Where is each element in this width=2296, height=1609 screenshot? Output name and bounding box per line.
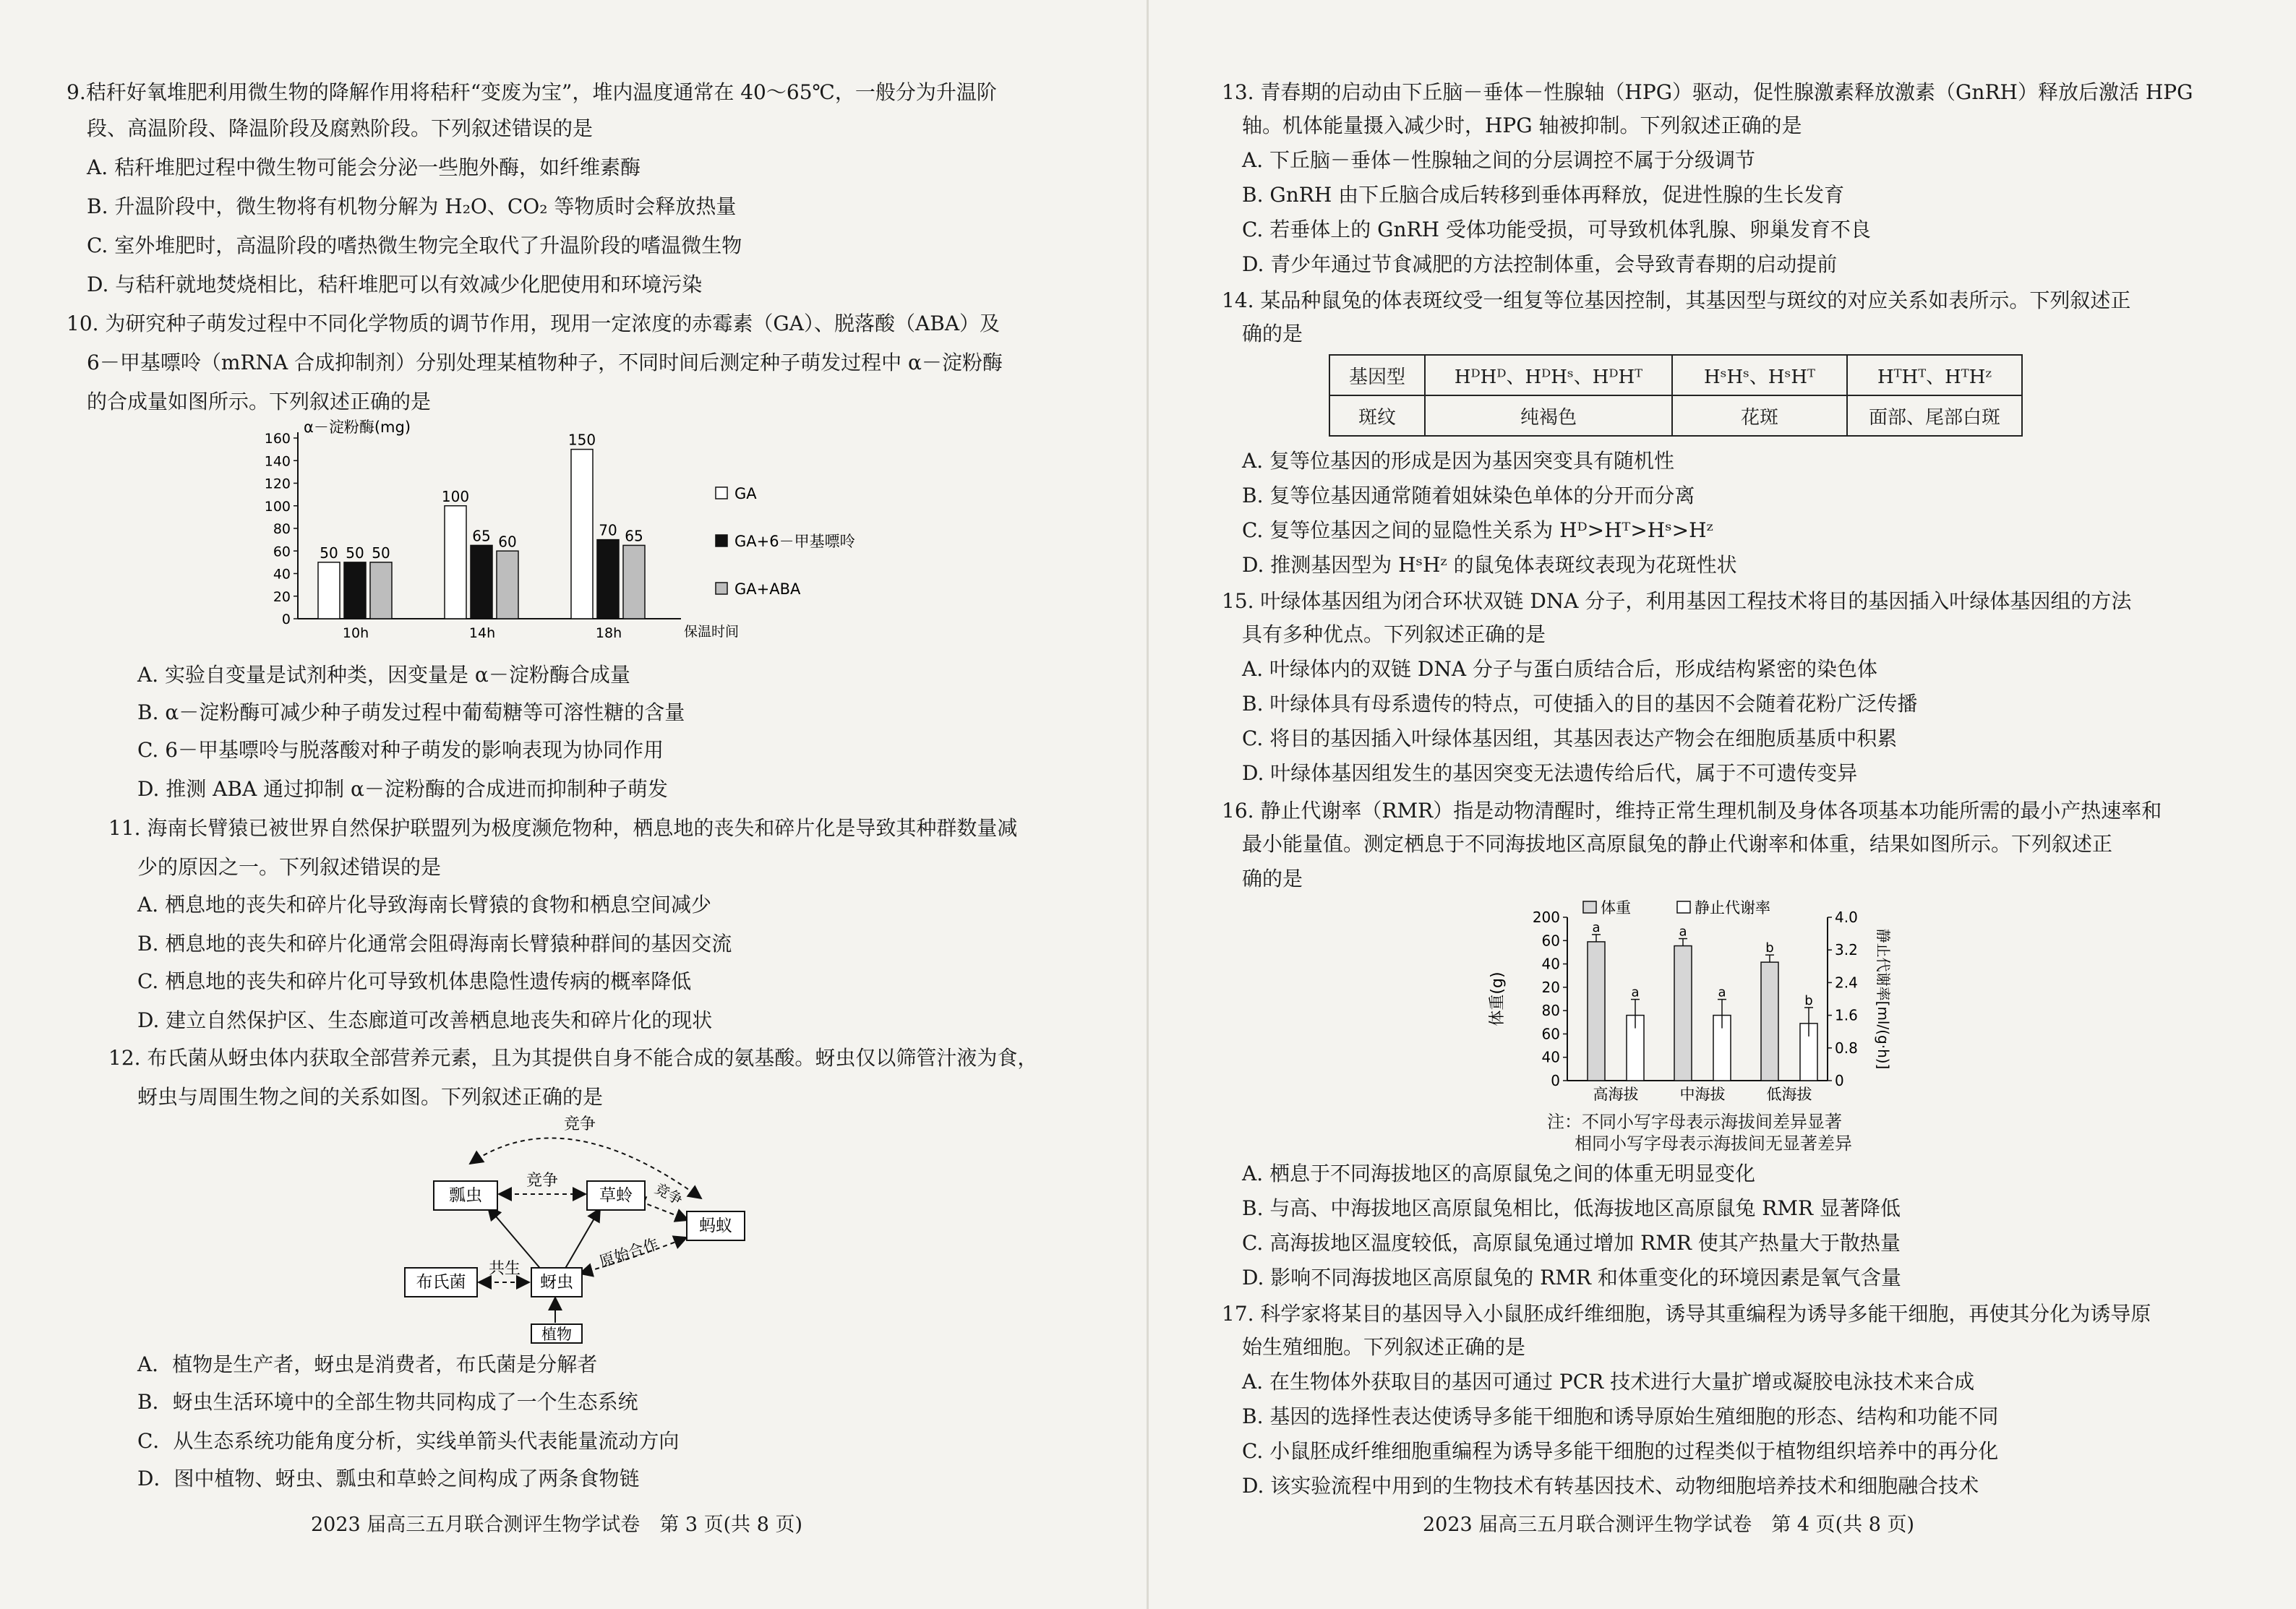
q14-genotype-table — [1329, 354, 2023, 437]
q16-option-d: D. 影响不同海拔地区高原鼠兔的 RMR 和体重变化的环境因素是氧气含量 — [1242, 1266, 1901, 1290]
y-tick-label-left: 60 — [1541, 932, 1560, 950]
significance-letter: a — [1679, 924, 1687, 940]
q11-option-c: C. 栖息地的丧失和碎片化可导致机体患隐性遗传病的概率降低 — [137, 969, 692, 993]
significance-letter: a — [1631, 984, 1640, 1000]
q13-option-a: A. 下丘脑－垂体－性腺轴之间的分层调控不属于分级调节 — [1242, 148, 1756, 172]
q12-option-d: D．图中植物、蚜虫、瓢虫和草蛉之间构成了两条食物链 — [137, 1467, 640, 1490]
q17-stem-line2: 始生殖细胞。下列叙述正确的是 — [1242, 1335, 1526, 1359]
node-bushijun: 布氏菌 — [416, 1273, 466, 1292]
y-tick-label-right: 1.6 — [1835, 1006, 1858, 1024]
q15-stem-line1: 15. 叶绿体基因组为闭合环状双链 DNA 分子，利用基因工程技术将目的基因插入叶绿体基因组的方法 — [1222, 589, 2132, 613]
q17-stem-line1: 17. 科学家将某目的基因导入小鼠胚成纤维细胞，诱导其重编程为诱导多能干细胞，再使其分化为诱导原 — [1222, 1302, 2151, 1326]
q15-option-a: A. 叶绿体内的双链 DNA 分子与蛋白质结合后，形成结构紧密的染色体 — [1242, 657, 1877, 681]
bar-body-weight — [1588, 942, 1605, 1081]
label-competition-right: 竞争 — [651, 1179, 686, 1209]
bar — [370, 562, 392, 619]
data-label: 65 — [625, 527, 643, 545]
q12-stem-line1: 12. 布氏菌从蚜虫体内获取全部营养元素，且为其提供自身不能合成的氨基酸。蚜虫仅以筛管汁液为食， — [108, 1046, 1038, 1070]
q16-bar-chart — [1466, 900, 1914, 1117]
legend-label: GA+ABA — [734, 580, 801, 598]
bar-body-weight — [1674, 946, 1692, 1081]
y-tick-label-right: 2.4 — [1835, 974, 1858, 992]
q14-stem-line2: 确的是 — [1242, 322, 1303, 346]
label-competition-top: 竞争 — [563, 1115, 596, 1133]
q12-option-a: A．植物是生产者，蚜虫是消费者，布氏菌是分解者 — [137, 1352, 598, 1376]
q14-stem-line1: 14. 某品种鼠兔的体表斑纹受一组复等位基因控制，其基因型与斑纹的对应关系如表所示。下列叙述正 — [1222, 288, 2131, 312]
x-tick-label: 低海拔 — [1766, 1086, 1812, 1103]
q12-food-web-diagram — [390, 1113, 752, 1344]
q13-option-c: C. 若垂体上的 GnRH 受体功能受损，可导致机体乳腺、卵巢发育不良 — [1242, 218, 1871, 241]
q15-option-d: D. 叶绿体基因组发生的基因突变无法遗传给后代，属于不可遗传变异 — [1242, 761, 1858, 785]
y-tick-label-left: 40 — [1541, 1048, 1560, 1066]
q10-stem-line1: 10. 为研究种子萌发过程中不同化学物质的调节作用，现用一定浓度的赤霉素（GA）、脱落酸（ABA）及 — [67, 312, 1001, 335]
table-cell: 基因型 — [1329, 355, 1425, 395]
table-cell: 纯褐色 — [1425, 395, 1672, 436]
q16-option-b: B. 与高、中海拔地区高原鼠兔相比，低海拔地区高原鼠兔 RMR 显著降低 — [1242, 1196, 1901, 1220]
y-axis-label-left: 体重(g) — [1488, 971, 1507, 1026]
q12-option-c: C．从生态系统功能角度分析，实线单箭头代表能量流动方向 — [137, 1429, 680, 1453]
y-tick-label-left: 40 — [1541, 955, 1560, 973]
y-tick-label: 160 — [264, 431, 291, 447]
legend-label: 体重 — [1601, 900, 1631, 917]
data-label: 65 — [472, 527, 491, 545]
significance-letter: b — [1765, 940, 1774, 956]
table-cell: HᵀHᵀ、HᵀHᶻ — [1847, 355, 2022, 395]
q10-option-d: D. 推测 ABA 通过抑制 α－淀粉酶的合成进而抑制种子萌发 — [137, 777, 668, 801]
node-yachong: 蚜虫 — [540, 1273, 573, 1292]
q16-option-c: C. 高海拔地区温度较低，高原鼠兔通过增加 RMR 使其产热量大于散热量 — [1242, 1231, 1901, 1255]
q17-option-c: C. 小鼠胚成纤维细胞重编程为诱导多能干细胞的过程类似于植物组织培养中的再分化 — [1242, 1439, 1999, 1463]
legend-swatch — [716, 535, 727, 546]
q16-stem-line2: 最小能量值。测定栖息于不同海拔地区高原鼠兔的静止代谢率和体重，结果如图所示。下列叙述正 — [1242, 832, 2113, 856]
q16-option-a: A. 栖息于不同海拔地区的高原鼠兔之间的体重无明显变化 — [1242, 1162, 1756, 1185]
y-tick-label-left: 20 — [1541, 978, 1560, 996]
y-tick-label-left: 60 — [1541, 1025, 1560, 1043]
q13-option-d: D. 青少年通过节食减肥的方法控制体重，会导致青春期的启动提前 — [1242, 252, 1838, 276]
q14-option-b: B. 复等位基因通常随着姐妹染色单体的分开而分离 — [1242, 484, 1695, 507]
y-tick-label-right: 0.8 — [1835, 1039, 1858, 1057]
node-mayi: 蚂蚁 — [699, 1217, 732, 1235]
y-tick-label-right: 4.0 — [1835, 909, 1858, 926]
q9-stem-line1: 9.秸秆好氧堆肥利用微生物的降解作用将秸秆“变废为宝”，堆内温度通常在 40～65℃，一般分为升温阶 — [67, 80, 997, 104]
x-axis-label: 保温时间 — [684, 624, 740, 640]
node-piaochong: 瓢虫 — [449, 1186, 482, 1205]
q9-option-b: B. 升温阶段中，微生物将有机物分解为 H₂O、CO₂ 等物质时会释放热量 — [87, 194, 737, 218]
q9-option-a: A. 秸秆堆肥过程中微生物可能会分泌一些胞外酶，如纤维素酶 — [87, 155, 641, 179]
legend-label: GA+6－甲基嘌呤 — [734, 533, 855, 550]
y-axis-label-right: 静止代谢率[ml/(g·h)] — [1875, 928, 1892, 1070]
bar — [497, 551, 518, 619]
bar — [597, 540, 619, 619]
x-tick-label: 14h — [468, 625, 496, 641]
x-tick-label: 10h — [342, 625, 369, 641]
bar — [344, 562, 366, 619]
q9-option-d: D. 与秸秆就地焚烧相比，秸秆堆肥可以有效减少化肥使用和环境污染 — [87, 273, 703, 296]
page-footer-right: 2023 届高三五月联合测评生物学试卷 第 4 页(共 8 页) — [1423, 1514, 1915, 1536]
y-tick-label: 140 — [264, 453, 291, 470]
data-label: 100 — [441, 487, 470, 505]
bar — [445, 506, 466, 619]
q11-option-a: A. 栖息地的丧失和碎片化导致海南长臂猿的食物和栖息空间减少 — [137, 893, 712, 917]
q10-bar-chart — [246, 419, 896, 658]
significance-letter: b — [1804, 992, 1813, 1008]
legend-swatch — [716, 583, 727, 594]
data-label: 70 — [599, 521, 617, 539]
q15-option-c: C. 将目的基因插入叶绿体基因组，其基因表达产物会在细胞质基质中积累 — [1242, 726, 1898, 750]
q17-option-b: B. 基因的选择性表达使诱导多能干细胞和诱导原始生殖细胞的形态、结构和功能不同 — [1242, 1404, 1999, 1428]
q10-stem-line2: 6－甲基嘌呤（mRNA 合成抑制剂）分别处理某植物种子，不同时间后测定种子萌发过程中 α－淀粉酶 — [87, 351, 1003, 374]
table-cell: 面部、尾部白斑 — [1847, 395, 2022, 436]
bar — [471, 545, 492, 619]
table-row — [1329, 355, 2022, 395]
q15-option-b: B. 叶绿体具有母系遗传的特点，可使插入的目的基因不会随着花粉广泛传播 — [1242, 692, 1918, 716]
significance-letter: a — [1592, 919, 1601, 935]
q12-stem-line2: 蚜虫与周围生物之间的关系如图。下列叙述正确的是 — [137, 1085, 604, 1109]
q16-stem-line1: 16. 静止代谢率（RMR）指是动物清醒时，维持正常生理机制及身体各项基本功能所需的最小产热速率和 — [1222, 799, 2162, 823]
x-tick-label: 中海拔 — [1679, 1086, 1726, 1103]
legend-swatch — [1583, 901, 1596, 913]
q11-stem-line2: 少的原因之一。下列叙述错误的是 — [137, 855, 442, 879]
legend-swatch — [716, 487, 727, 499]
y-tick-label-right: 3.2 — [1835, 941, 1858, 959]
q10-option-a: A. 实验自变量是试剂种类，因变量是 α－淀粉酶合成量 — [137, 663, 630, 687]
y-tick-label: 120 — [264, 476, 291, 492]
q14-option-d: D. 推测基因型为 HˢHᶻ 的鼠兔体表斑纹表现为花斑性状 — [1242, 553, 1737, 577]
label-proto-cooperation: 原始合作 — [597, 1235, 661, 1271]
data-label: 50 — [320, 544, 338, 562]
y-tick-label-left: 200 — [1532, 909, 1560, 926]
label-symbiosis: 共生 — [488, 1260, 521, 1278]
q10-option-b: B. α－淀粉酶可减少种子萌发过程中葡萄糖等可溶性糖的含量 — [137, 700, 685, 724]
q14-option-c: C. 复等位基因之间的显隐性关系为 Hᴰ>Hᵀ>Hˢ>Hᶻ — [1242, 518, 1713, 542]
table-cell: 花斑 — [1672, 395, 1847, 436]
q12-option-b: B．蚜虫生活环境中的全部生物共同构成了一个生态系统 — [137, 1390, 638, 1414]
q16-stem-line3: 确的是 — [1242, 867, 1303, 891]
q13-stem-line2: 轴。机体能量摄入减少时，HPG 轴被抑制。下列叙述正确的是 — [1242, 113, 1802, 137]
q16-note-line1: 注：不同小写字母表示海拔间差异显著 — [1547, 1112, 1842, 1132]
y-tick-label: 40 — [273, 566, 291, 583]
q13-option-b: B. GnRH 由下丘脑合成后转移到垂体再释放，促进性腺的生长发育 — [1242, 183, 1845, 207]
y-tick-label-left: 0 — [1551, 1072, 1560, 1089]
q11-stem-line1: 11. 海南长臂猿已被世界自然保护联盟列为极度濒危物种，栖息地的丧失和碎片化是导致其种群数量减 — [108, 816, 1018, 840]
data-label: 150 — [567, 431, 596, 449]
significance-letter: a — [1718, 984, 1726, 1000]
table-cell: HᴰHᴰ、HᴰHˢ、HᴰHᵀ — [1425, 355, 1672, 395]
bar — [571, 450, 593, 619]
q17-option-d: D. 该实验流程中用到的生物技术有转基因技术、动物细胞培养技术和细胞融合技术 — [1242, 1474, 1979, 1498]
y-tick-label: 80 — [273, 521, 291, 537]
data-label: 50 — [346, 544, 364, 562]
table-cell: 斑纹 — [1329, 395, 1425, 436]
x-tick-label: 18h — [595, 625, 622, 641]
q11-option-b: B. 栖息地的丧失和碎片化通常会阻碍海南长臂猿种群间的基因交流 — [137, 932, 732, 956]
node-zhiwu: 植物 — [541, 1326, 572, 1343]
q11-option-d: D. 建立自然保护区、生态廊道可改善栖息地丧失和碎片化的现状 — [137, 1008, 713, 1032]
y-tick-label: 0 — [281, 612, 291, 627]
bar — [623, 545, 645, 619]
q14-option-a: A. 复等位基因的形成是因为基因突变具有随机性 — [1242, 449, 1675, 473]
bar-body-weight — [1761, 962, 1778, 1081]
table-cell: HˢHˢ、HˢHᵀ — [1672, 355, 1847, 395]
q17-option-a: A. 在生物体外获取目的基因可通过 PCR 技术进行大量扩增或凝胶电泳技术来合成 — [1242, 1370, 1975, 1394]
y-tick-label: 60 — [273, 544, 291, 560]
q16-note-line2: 相同小写字母表示海拔间无显著差异 — [1575, 1133, 1852, 1154]
y-tick-label: 100 — [264, 498, 291, 515]
data-label: 50 — [372, 544, 390, 562]
y-axis-label: α－淀粉酶(mg) — [304, 419, 411, 436]
legend-label: 静止代谢率 — [1695, 900, 1770, 917]
page-footer-left: 2023 届高三五月联合测评生物学试卷 第 3 页(共 8 页) — [311, 1514, 803, 1536]
table-row — [1329, 395, 2022, 436]
node-caoling: 草蛉 — [599, 1186, 633, 1205]
y-tick-label-left: 80 — [1541, 1002, 1560, 1020]
legend-label: GA — [734, 485, 757, 502]
exam-page-4 — [1148, 0, 2296, 1609]
q9-option-c: C. 室外堆肥时，高温阶段的嗜热微生物完全取代了升温阶段的嗜温微生物 — [87, 233, 742, 257]
legend-swatch — [1677, 901, 1690, 913]
q9-stem-line2: 段、高温阶段、降温阶段及腐熟阶段。下列叙述错误的是 — [87, 116, 594, 140]
data-label: 60 — [498, 533, 517, 551]
q13-stem-line1: 13. 青春期的启动由下丘脑－垂体－性腺轴（HPG）驱动，促性腺激素释放激素（GnRH）释放后激活 HPG — [1222, 80, 2193, 104]
bar — [318, 562, 340, 619]
y-tick-label-right: 0 — [1835, 1072, 1844, 1089]
x-tick-label: 高海拔 — [1593, 1086, 1639, 1103]
label-competition-mid: 竞争 — [526, 1172, 559, 1190]
y-tick-label: 20 — [273, 588, 291, 605]
q10-stem-line3: 的合成量如图所示。下列叙述正确的是 — [87, 390, 432, 413]
q15-stem-line2: 具有多种优点。下列叙述正确的是 — [1242, 622, 1546, 646]
q10-option-c: C. 6－甲基嘌呤与脱落酸对种子萌发的影响表现为协同作用 — [137, 738, 664, 762]
